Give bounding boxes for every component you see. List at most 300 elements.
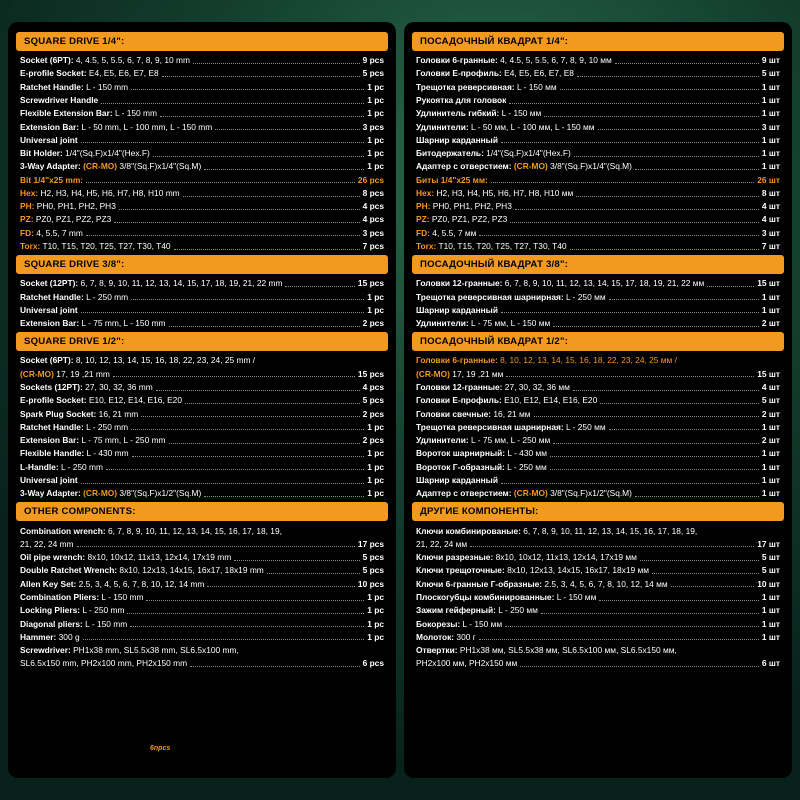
leader-dots (573, 389, 759, 391)
spec-row-text (20, 658, 187, 669)
spec-section (412, 32, 784, 253)
spec-row-label: Зажим гейферный: (416, 605, 496, 616)
spec-row-quantity: 3 pcs (362, 121, 384, 132)
leader-dots (506, 375, 754, 377)
spec-row-text (416, 605, 538, 616)
spec-row-quantity: 6 pcs (362, 658, 384, 669)
spec-row-detail: 3/8"(Sq.F)x1/4"(Sq.M) (117, 161, 202, 172)
leader-dots (234, 559, 359, 561)
leader-dots (640, 559, 759, 561)
watermark-logo: 6npcs (150, 745, 171, 752)
spec-row-quantity: 2 шт (761, 408, 780, 419)
spec-row (416, 291, 780, 304)
spec-row-quantity: 5 pcs (362, 68, 384, 79)
spec-row-text (20, 539, 74, 550)
spec-row-detail: PH0, PH1, PH2, PH3 (430, 201, 512, 212)
spec-row-text (20, 214, 111, 225)
spec-row-text (20, 305, 78, 316)
spec-row (20, 631, 384, 644)
spec-row-label: Universal joint (20, 134, 78, 145)
spec-row-label: Биты 1/4"x25 мм: (416, 174, 488, 185)
spec-row-quantity: 1 pc (367, 605, 384, 616)
spec-row-text (20, 565, 264, 576)
section-header: ПОСАДОЧНЫЙ КВАДРАТ 1/2": (412, 332, 784, 351)
spec-section (412, 255, 784, 330)
spec-row-detail: L - 250 mm (83, 421, 129, 432)
spec-row (20, 120, 384, 133)
spec-row-detail: PH1x38 mm, SL5.5x38 mm, SL6.5x100 mm, (70, 645, 239, 656)
spec-row-text (20, 355, 255, 366)
section-rows (16, 524, 388, 670)
spec-row-detail: 4, 4.5, 5, 5.5, 6, 7, 8, 9, 10 mm (73, 55, 190, 66)
leader-dots (207, 585, 355, 587)
leader-dots (635, 495, 759, 497)
spec-row-quantity: 6 шт (761, 658, 780, 669)
spec-row-text (416, 228, 476, 239)
spec-row (20, 227, 384, 240)
spec-row (20, 604, 384, 617)
section-header: ПОСАДОЧНЫЙ КВАДРАТ 3/8": (412, 255, 784, 274)
spec-row (20, 54, 384, 67)
spec-row-text (20, 161, 201, 172)
spec-row-quantity: 15 шт (757, 368, 780, 379)
spec-row-text (416, 462, 547, 473)
spec-section (16, 32, 388, 253)
spec-row-quantity: 3 pcs (362, 227, 384, 238)
spec-row-label: Universal joint (20, 304, 78, 315)
spec-row-quantity: 1 шт (761, 161, 780, 172)
spec-row (416, 578, 780, 591)
leader-dots (131, 298, 364, 300)
section-rows (412, 277, 784, 330)
leader-dots (550, 455, 759, 457)
spec-row (20, 578, 384, 591)
leader-dots (553, 325, 759, 327)
leader-dots (169, 442, 360, 444)
spec-row-text (20, 68, 159, 79)
spec-row-text (416, 645, 677, 656)
spec-row-detail: L - 250 мм (495, 605, 538, 616)
spec-row-detail: L - 250 мм (563, 291, 606, 302)
spec-row (416, 447, 780, 460)
spec-row (416, 227, 780, 240)
spec-row-quantity: 1 pc (367, 474, 384, 485)
spec-row-quantity: 4 pcs (362, 382, 384, 392)
spec-row-detail: PH1x38 мм, SL5.5x38 мм, SL6.5x100 мм, SL6.5x150 мм, (457, 645, 677, 656)
spec-row-quantity: 1 шт (761, 304, 780, 315)
spec-row-label: Socket (6PT): (20, 355, 74, 366)
spec-row-detail: 16, 21 мм (491, 408, 531, 419)
leader-dots (258, 363, 381, 364)
spec-row-label: Головки 6-гранные: (416, 55, 498, 66)
spec-row-text (20, 318, 166, 329)
spec-row-label: Extension Bar: (20, 121, 80, 132)
spec-row-text (416, 435, 550, 446)
spec-row-quantity: 10 шт (757, 578, 780, 589)
spec-row-text (416, 632, 476, 643)
spec-row-quantity: 4 pcs (362, 214, 384, 225)
spec-row-quantity: 1 шт (761, 81, 780, 92)
spec-row (20, 564, 384, 577)
spec-row-text (20, 462, 103, 473)
spec-row-quantity: 2 pcs (362, 318, 384, 329)
leader-dots (81, 141, 365, 143)
spec-row-label: Шарнир карданный (416, 474, 498, 485)
leader-dots (169, 325, 360, 327)
leader-dots (635, 168, 759, 170)
leader-dots (174, 248, 360, 250)
spec-row-label: Universal joint (20, 474, 78, 485)
spec-row-detail: 27, 30, 32, 36 mm (82, 382, 153, 392)
spec-row-label: Удлинитель гибкий: (416, 108, 500, 119)
spec-row (20, 147, 384, 160)
leader-dots (544, 115, 759, 117)
spec-row-text (416, 395, 597, 406)
spec-row-label: Sockets (12PT): (20, 382, 83, 392)
leader-dots (183, 195, 360, 197)
spec-row-label: PH: (20, 201, 35, 212)
spec-row-label: Головки 6-гранные: (416, 355, 498, 366)
spec-row-detail: PZ0, PZ1, PZ2, PZ3 (33, 214, 112, 225)
spec-row-label: FD: (416, 227, 430, 238)
spec-row-detail: T10, T15, T20, T25, T27, T30, T40 (40, 241, 171, 252)
spec-row-text (416, 278, 704, 289)
spec-row-quantity: 1 pc (367, 94, 384, 105)
spec-row-text (20, 645, 239, 656)
spec-row-text (416, 448, 547, 459)
spec-row (416, 200, 780, 213)
spec-row-detail: 8, 10, 12, 13, 14, 15, 16, 18, 22, 23, 24, 25 mm / (73, 355, 256, 366)
spec-row (20, 200, 384, 213)
spec-row-detail: L - 50 мм, L - 100 мм, L - 150 мм (468, 121, 595, 132)
spec-row-label: Screwdriver: (20, 645, 71, 656)
spec-row-label: Адаптер с отверстием: (416, 488, 512, 499)
spec-row-label: Screwdriver Handle (20, 94, 99, 105)
spec-row-text (20, 278, 282, 289)
spec-row-text (416, 619, 502, 630)
section-rows (412, 54, 784, 253)
spec-row (20, 354, 384, 367)
spec-row-detail: 21, 22, 24 мм (416, 538, 468, 549)
spec-row-text (416, 565, 649, 576)
spec-row-detail: 2.5, 3, 4, 5, 6, 7, 8, 10, 12, 14 mm (76, 578, 205, 589)
spec-row-material: (CR-MO) (80, 161, 118, 172)
spec-row-text (20, 526, 282, 537)
spec-row (20, 407, 384, 420)
leader-dots (600, 402, 759, 404)
leader-dots (242, 653, 381, 654)
spec-row-quantity: 17 pcs (357, 538, 384, 549)
spec-row-quantity: 1 шт (761, 448, 780, 459)
spec-row-label: Ratchet Handle: (20, 421, 84, 432)
spec-row-label: Ключи трещоточные: (416, 565, 505, 576)
spec-row-label: Головки свечные: (416, 408, 492, 419)
spec-row (20, 421, 384, 434)
spec-row-detail: PZ0, PZ1, PZ2, PZ3 (429, 214, 508, 225)
spec-row-detail: E10, E12, E14, E16, E20 (501, 395, 598, 406)
spec-row-label: Удлинители: (416, 318, 469, 329)
spec-row-quantity: 1 шт (761, 474, 780, 485)
spec-section (16, 255, 388, 330)
spec-row-text (20, 619, 127, 630)
leader-dots (609, 298, 759, 300)
spec-row-detail: 8x10, 10x12, 11x13, 12x14, 17x19 мм (493, 552, 637, 563)
spec-row-detail: L - 50 mm, L - 100 mm, L - 150 mm (79, 121, 213, 132)
spec-row-label: PH: (416, 201, 431, 212)
leader-dots (106, 468, 364, 470)
spec-row-quantity: 1 шт (761, 631, 780, 642)
spec-row-quantity: 5 шт (761, 552, 780, 563)
spec-row (20, 434, 384, 447)
spec-row-label: Рукоятка для головок (416, 94, 507, 105)
spec-row (416, 147, 780, 160)
leader-dots (101, 102, 364, 104)
spec-row-detail: L - 250 мм (563, 421, 606, 432)
spec-row-quantity: 1 шт (761, 94, 780, 105)
spec-row-quantity: 1 pc (367, 148, 384, 159)
spec-row-detail: L - 75 мм, L - 150 мм (468, 318, 551, 329)
leader-dots (510, 221, 759, 223)
spec-row-detail: E4, E5, E6, E7, E8 (86, 68, 159, 79)
spec-row-quantity: 15 pcs (357, 368, 384, 379)
spec-row-quantity: 26 шт (757, 174, 780, 185)
spec-row-text (20, 435, 166, 446)
spec-row-text (416, 108, 541, 119)
spec-row-text (416, 658, 517, 669)
leader-dots (141, 415, 359, 417)
spec-row-label: Ratchet Handle: (20, 291, 84, 302)
spec-row-label: Torx: (20, 241, 41, 252)
spec-section (412, 502, 784, 670)
spec-row-text (20, 448, 129, 459)
spec-row-detail: 16, 21 mm (96, 408, 139, 419)
spec-row-quantity: 8 шт (761, 187, 780, 198)
spec-row-text (20, 82, 128, 93)
spec-row-text (20, 395, 182, 406)
spec-row-quantity: 1 шт (761, 291, 780, 302)
spec-row-detail: 6, 7, 8, 9, 10, 11, 12, 13, 14, 15, 16, 17, 18, 19, (105, 525, 282, 536)
spec-row-detail: 17, 19 ,21 мм (449, 368, 504, 379)
leader-dots (285, 285, 354, 287)
spec-row-quantity: 1 pc (367, 81, 384, 92)
spec-row (416, 644, 780, 657)
section-header: ПОСАДОЧНЫЙ КВАДРАТ 1/4": (412, 32, 784, 51)
leader-dots (550, 468, 759, 470)
spec-row-quantity: 1 шт (761, 605, 780, 616)
spec-row-detail: 8x10, 12x13, 14x15, 16x17, 18x19 мм (504, 565, 649, 576)
spec-row-detail: L - 430 mm (84, 448, 129, 459)
spec-row-label: Ключи комбинированые: (416, 525, 521, 536)
leader-dots (509, 102, 759, 104)
spec-row-label: Diagonal pliers: (20, 618, 83, 629)
spec-row (20, 94, 384, 107)
spec-row (20, 81, 384, 94)
spec-row-label: Bit Holder: (20, 148, 63, 159)
spec-row (20, 277, 384, 290)
spec-row-quantity: 7 pcs (362, 241, 384, 252)
spec-row-label: 3-Way Adapter: (20, 161, 81, 172)
spec-row-text (416, 82, 557, 93)
spec-row-label: Bit 1/4"x25 mm: (20, 174, 84, 185)
spec-row-quantity: 2 шт (761, 318, 780, 329)
spec-row-quantity: 5 pcs (362, 395, 384, 406)
spec-row-detail: 4, 4.5, 5, 5.5, 6, 7, 8, 9, 10 мм (497, 55, 612, 66)
specs-panel-english (8, 22, 396, 778)
leader-dots (156, 389, 360, 391)
spec-row-detail: L - 150 mm (83, 81, 129, 92)
spec-row-label: Hex: (416, 187, 435, 198)
spec-row-quantity: 5 pcs (362, 552, 384, 563)
spec-row (20, 160, 384, 173)
spec-row-text (20, 188, 180, 199)
spec-row-label: FD: (20, 227, 34, 238)
spec-row-label: Вороток Г-образный: (416, 461, 505, 472)
spec-row (20, 381, 384, 394)
section-header: SQUARE DRIVE 3/8": (16, 255, 388, 274)
section-rows (412, 354, 784, 500)
leader-dots (577, 75, 759, 77)
leader-dots (153, 155, 364, 157)
leader-dots (190, 665, 359, 667)
spec-row-label: PZ: (20, 214, 34, 225)
spec-row-label: Головки 12-гранные: (416, 278, 503, 289)
spec-row-text (20, 409, 138, 420)
spec-row (20, 394, 384, 407)
spec-row-text (20, 369, 110, 380)
spec-row-label: Socket (6PT): (20, 55, 74, 66)
spec-row (416, 394, 780, 407)
spec-row-text (416, 422, 606, 433)
spec-row-text (20, 175, 83, 186)
spec-row-label: Double Ratchet Wrench: (20, 565, 118, 576)
leader-dots (680, 653, 777, 654)
leader-dots (560, 88, 759, 90)
spec-row (416, 538, 780, 551)
spec-row-quantity: 1 pc (367, 161, 384, 172)
spec-row (20, 657, 384, 670)
spec-row-text (20, 55, 190, 66)
spec-row (20, 134, 384, 147)
spec-row-label: Отвертки: (416, 645, 458, 656)
spec-row (416, 240, 780, 253)
spec-row-label: Flexible Handle: (20, 448, 85, 459)
spec-row-label: Головки 12-гранные: (416, 382, 503, 392)
spec-row-material: (CR-MO) (416, 368, 450, 379)
spec-row-text (416, 148, 571, 159)
spec-row-label: Socket (12PT): (20, 278, 79, 289)
spec-row-text (416, 122, 595, 133)
spec-row-text (416, 135, 498, 146)
spec-row-quantity: 1 pc (367, 488, 384, 499)
spec-row-label: Шарнир карданный (416, 304, 498, 315)
spec-row (416, 474, 780, 487)
leader-dots (576, 195, 759, 197)
spec-row (416, 524, 780, 537)
spec-row-detail: L - 150 mm (99, 591, 144, 602)
spec-row-text (416, 488, 632, 499)
spec-row-detail: L - 150 мм (554, 591, 597, 602)
spec-section (16, 332, 388, 500)
spec-row-quantity: 2 шт (761, 435, 780, 446)
spec-row-label: Torx: (416, 241, 437, 252)
spec-row (416, 354, 780, 367)
section-header: SQUARE DRIVE 1/2": (16, 332, 388, 351)
spec-row (416, 277, 780, 290)
spec-row-quantity: 1 шт (761, 461, 780, 472)
leader-dots (479, 638, 759, 640)
spec-row-text (20, 632, 80, 643)
spec-row-text (416, 55, 612, 66)
spec-row-text (416, 409, 531, 420)
spec-row-detail: L - 75 mm, L - 150 mm (79, 318, 166, 329)
section-header: OTHER COMPONENTS: (16, 502, 388, 521)
leader-dots (132, 455, 365, 457)
leader-dots (131, 428, 364, 430)
spec-row-text (416, 175, 488, 186)
spec-row-label: Ratchet Handle: (20, 81, 84, 92)
spec-row (20, 447, 384, 460)
spec-row-label: Трещотка реверсивная шарнирная: (416, 421, 564, 432)
section-rows (16, 277, 388, 330)
spec-row-quantity: 1 шт (761, 134, 780, 145)
spec-row-detail: 1/4"(Sq.F)x1/4"(Hex.F) (483, 148, 571, 159)
spec-row (20, 213, 384, 226)
spec-row-label: Трещотка реверсивная: (416, 81, 515, 92)
spec-row-detail: 300 г (454, 631, 476, 642)
spec-row-text (416, 382, 570, 393)
leader-dots (185, 402, 360, 404)
spec-row-text (20, 422, 128, 433)
spec-row-label: Головки Е-профиль: (416, 68, 502, 79)
spec-row (416, 368, 780, 381)
spec-row-quantity: 15 pcs (357, 278, 384, 289)
spec-row-quantity: 2 pcs (362, 435, 384, 446)
leader-dots (162, 75, 360, 77)
spec-row-detail: 6, 7, 8, 9, 10, 11, 12, 13, 14, 15, 17, 18, 19, 21, 22 mm (78, 278, 283, 289)
spec-row-quantity: 1 pc (367, 421, 384, 432)
spec-row-quantity: 3 шт (761, 121, 780, 132)
spec-row (20, 174, 384, 187)
leader-dots (652, 572, 759, 574)
spec-row-text (416, 68, 574, 79)
spec-row-quantity: 1 pc (367, 291, 384, 302)
spec-row-text (416, 214, 507, 225)
spec-row (416, 54, 780, 67)
spec-row-label: Combination Pliers: (20, 591, 100, 602)
spec-row-text (416, 201, 512, 212)
spec-row-text (416, 579, 668, 590)
leader-dots (114, 221, 359, 223)
spec-row (416, 487, 780, 500)
spec-row-label: Плоскогубцы комбинированные: (416, 591, 555, 602)
spec-row-detail: L - 250 мм (504, 461, 547, 472)
spec-row-label: Бокорезы: (416, 618, 461, 629)
spec-row-text (416, 318, 550, 329)
spec-row-text (20, 95, 98, 106)
spec-row (416, 591, 780, 604)
spec-row (20, 538, 384, 551)
spec-row-label: Flexible Extension Bar: (20, 108, 113, 119)
spec-row-text (416, 552, 637, 563)
leader-dots (130, 625, 364, 627)
leader-dots (520, 665, 759, 667)
spec-row (416, 67, 780, 80)
spec-row-quantity: 10 pcs (357, 578, 384, 589)
spec-row-label: Удлинители: (416, 121, 469, 132)
leader-dots (609, 428, 759, 430)
leader-dots (700, 533, 777, 534)
spec-row-label: PZ: (416, 214, 430, 225)
